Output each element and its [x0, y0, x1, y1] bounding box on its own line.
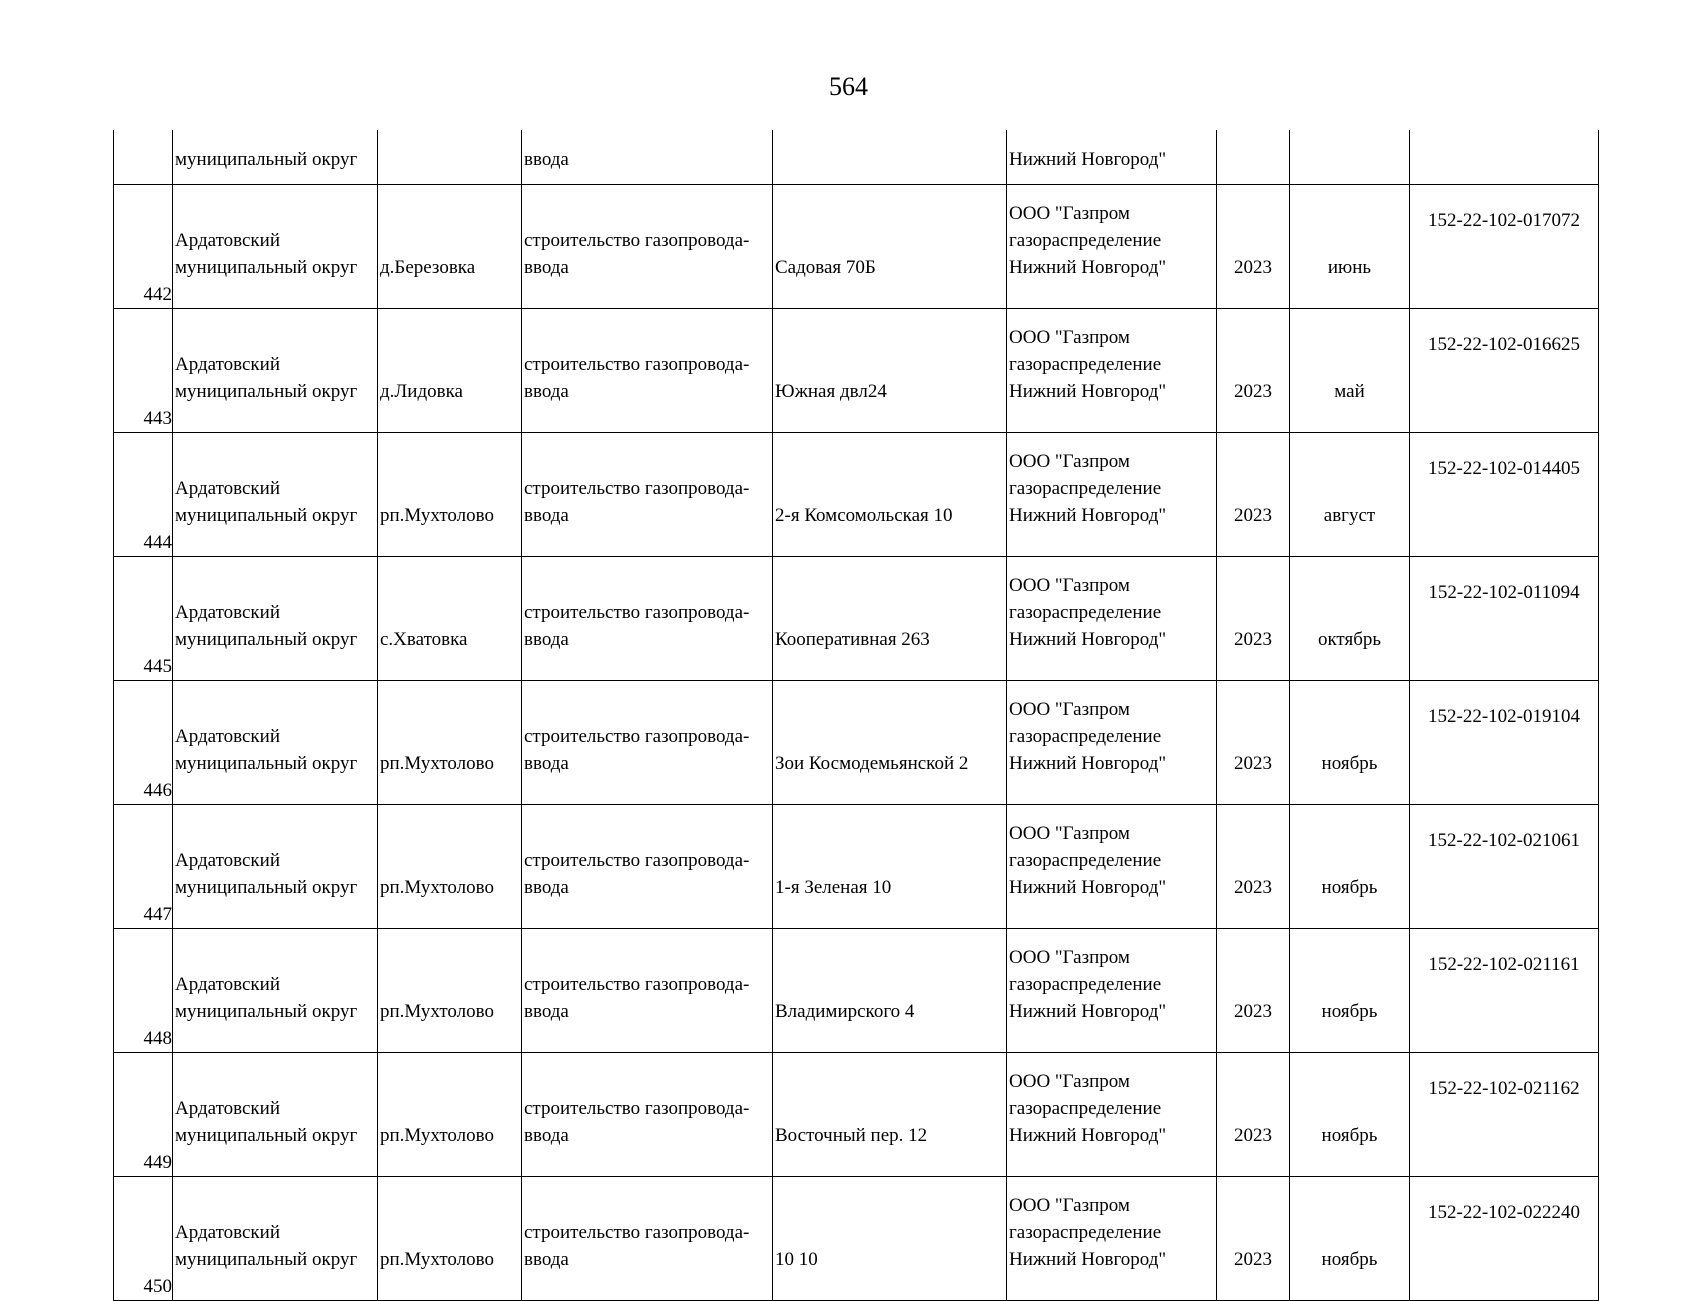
row-number: 450 [143, 1276, 172, 1297]
cell-month [1290, 130, 1410, 185]
locality: рп.Мухтолово [380, 877, 494, 898]
cell-address [773, 185, 1007, 309]
permit-code: 152-22-102-016625 [1428, 334, 1580, 355]
address: 1-я Зеленая 10 [775, 877, 892, 898]
cell-locality [378, 433, 522, 557]
cell-work [522, 1053, 773, 1177]
year: 2023 [1234, 257, 1272, 278]
operator-line-1: ООО "Газпром [1009, 451, 1130, 472]
cell-locality [378, 929, 522, 1053]
cell-locality [378, 1177, 522, 1301]
cell-num [114, 557, 173, 681]
cell-address [773, 681, 1007, 805]
district-line-2: муниципальный округ [175, 381, 358, 402]
permit-code: 152-22-102-019104 [1428, 706, 1580, 727]
table-row [114, 309, 1599, 433]
table-row [114, 805, 1599, 929]
district-line-2: муниципальный округ [175, 1001, 358, 1022]
cell-year [1217, 681, 1290, 805]
permit-code: 152-22-102-021061 [1428, 830, 1580, 851]
cell-num [114, 185, 173, 309]
cell-month [1290, 309, 1410, 433]
cell-num [114, 805, 173, 929]
district-line-1: Ардатовский [175, 974, 280, 995]
locality: рп.Мухтолово [380, 1001, 494, 1022]
operator-line-1: ООО "Газпром [1009, 575, 1130, 596]
cell-year [1217, 1053, 1290, 1177]
district-line-1: Ардатовский [175, 1222, 280, 1243]
district-line-2: муниципальный округ [175, 877, 358, 898]
operator-line-2: газораспределение [1009, 850, 1162, 871]
address: Зои Космодемьянской 2 [775, 753, 969, 774]
cell-address [773, 557, 1007, 681]
row-number: 446 [143, 780, 172, 801]
work-line-2: ввода [524, 257, 569, 278]
year: 2023 [1234, 505, 1272, 526]
year: 2023 [1234, 753, 1272, 774]
table-row [114, 1053, 1599, 1177]
cell-address [773, 1177, 1007, 1301]
cell-month [1290, 681, 1410, 805]
cell-num [114, 681, 173, 805]
cell-district [173, 1177, 378, 1301]
table-row [114, 681, 1599, 805]
locality: рп.Мухтолово [380, 1249, 494, 1270]
cell-year [1217, 557, 1290, 681]
cell-work [522, 557, 773, 681]
operator-line-3: Нижний Новгород" [1009, 505, 1167, 526]
operator-line-1: ООО "Газпром [1009, 327, 1130, 348]
operator-line-3: Нижний Новгород" [1009, 877, 1167, 898]
year: 2023 [1234, 381, 1272, 402]
work-line-1: строительство газопровода- [524, 850, 750, 871]
cell-month [1290, 929, 1410, 1053]
district-line-1: Ардатовский [175, 354, 280, 375]
month: август [1323, 505, 1376, 526]
district-line-1: Ардатовский [175, 478, 280, 499]
cell-code [1410, 929, 1599, 1053]
cell-district [173, 309, 378, 433]
operator-line-3: Нижний Новгород" [1009, 1249, 1167, 1270]
cell-work [522, 185, 773, 309]
cell-locality [378, 805, 522, 929]
work-line-1: строительство газопровода- [524, 602, 750, 623]
district-line-2: муниципальный округ [175, 1125, 358, 1146]
month: ноябрь [1321, 753, 1378, 774]
cell-operator [1007, 681, 1217, 805]
row-number: 448 [143, 1028, 172, 1049]
work-line-1: строительство газопровода- [524, 354, 750, 375]
cell-address [773, 1053, 1007, 1177]
work-line-2: ввода [524, 1249, 569, 1270]
operator-line-3: Нижний Новгород" [1009, 629, 1167, 650]
month: май [1334, 381, 1365, 402]
cell-month [1290, 1177, 1410, 1301]
work-line-1: строительство газопровода- [524, 974, 750, 995]
work-line-1: строительство газопровода- [524, 726, 750, 747]
year: 2023 [1234, 1001, 1272, 1022]
month: ноябрь [1321, 877, 1378, 898]
year: 2023 [1234, 1249, 1272, 1270]
cell-address [773, 433, 1007, 557]
cell-work [522, 1177, 773, 1301]
work-line-1: строительство газопровода- [524, 230, 750, 251]
cell-locality [378, 185, 522, 309]
operator-line-1: ООО "Газпром [1009, 1071, 1130, 1092]
cell-operator [1007, 557, 1217, 681]
permit-code: 152-22-102-014405 [1428, 458, 1580, 479]
cell-month [1290, 185, 1410, 309]
locality: рп.Мухтолово [380, 1125, 494, 1146]
operator-line-2: газораспределение [1009, 726, 1162, 747]
cell-operator [1007, 433, 1217, 557]
cell-address [773, 130, 1007, 185]
permit-code: 152-22-102-021161 [1428, 954, 1580, 975]
cell-work [522, 681, 773, 805]
district-line-2: муниципальный округ [175, 629, 358, 650]
cell-code [1410, 130, 1599, 185]
operator-line-1: ООО "Газпром [1009, 203, 1130, 224]
cell-code [1410, 1177, 1599, 1301]
cell-num [114, 433, 173, 557]
operator-line-3: Нижний Новгород" [1009, 381, 1167, 402]
district-line-2: муниципальный округ [175, 505, 358, 526]
address: Садовая 70Б [775, 257, 876, 278]
district-line-1: Ардатовский [175, 602, 280, 623]
district-line-1: Ардатовский [175, 726, 280, 747]
district-line-1: Ардатовский [175, 1098, 280, 1119]
page-number: 564 [829, 72, 868, 101]
permit-code: 152-22-102-022240 [1428, 1202, 1580, 1223]
district-line-2: муниципальный округ [175, 257, 358, 278]
address: 2-я Комсомольская 10 [775, 505, 953, 526]
cell-locality [378, 557, 522, 681]
cell-operator [1007, 309, 1217, 433]
cell-month [1290, 433, 1410, 557]
cell-address [773, 805, 1007, 929]
operator-line-1: ООО "Газпром [1009, 699, 1130, 720]
cell-code [1410, 805, 1599, 929]
cell-work [522, 805, 773, 929]
cell-work [522, 929, 773, 1053]
district-line-1: Ардатовский [175, 850, 280, 871]
month: ноябрь [1321, 1125, 1378, 1146]
locality: рп.Мухтолово [380, 753, 494, 774]
operator-line-2: газораспределение [1009, 974, 1162, 995]
operator-line-1: ООО "Газпром [1009, 823, 1130, 844]
cell-district [173, 557, 378, 681]
work-line-1: строительство газопровода- [524, 1098, 750, 1119]
table-row [114, 557, 1599, 681]
cell-operator [1007, 1053, 1217, 1177]
cell-month [1290, 1053, 1410, 1177]
locality: рп.Мухтолово [380, 505, 494, 526]
district-line-2: муниципальный округ [175, 1249, 358, 1270]
row-number: 445 [143, 656, 172, 677]
cell-locality [378, 681, 522, 805]
address: Кооперативная 263 [775, 629, 930, 650]
cell-code [1410, 433, 1599, 557]
year: 2023 [1234, 1125, 1272, 1146]
cell-locality [378, 130, 522, 185]
operator-line-3: Нижний Новгород" [1009, 753, 1167, 774]
cell-code [1410, 309, 1599, 433]
cell-num [114, 130, 173, 185]
operator-line-3: Нижний Новгород" [1009, 257, 1167, 278]
address: Южная двл24 [775, 381, 887, 402]
district-line-1: Ардатовский [175, 230, 280, 251]
cell-operator [1007, 805, 1217, 929]
cell-operator: Нижний Новгород" [1007, 130, 1217, 185]
cell-district [173, 1053, 378, 1177]
work-line-2: ввода [524, 1125, 569, 1146]
address: Восточный пер. 12 [775, 1125, 928, 1146]
row-number: 444 [143, 532, 172, 553]
operator-line-2: газораспределение [1009, 602, 1162, 623]
cell-work: ввода [522, 130, 773, 185]
cell-work [522, 309, 773, 433]
work-line-2: ввода [524, 877, 569, 898]
work-line-1: строительство газопровода- [524, 1222, 750, 1243]
cell-year [1217, 433, 1290, 557]
locality: д.Лидовка [380, 381, 463, 402]
table-row [114, 185, 1599, 309]
permit-code: 152-22-102-011094 [1428, 582, 1580, 603]
cell-address [773, 309, 1007, 433]
cell-district [173, 929, 378, 1053]
cell-num [114, 929, 173, 1053]
cell-num [114, 309, 173, 433]
year: 2023 [1234, 877, 1272, 898]
work-line-2: ввода [524, 381, 569, 402]
cell-district [173, 433, 378, 557]
cell-address [773, 929, 1007, 1053]
cell-code [1410, 557, 1599, 681]
month: ноябрь [1321, 1001, 1378, 1022]
cell-year [1217, 130, 1290, 185]
table-row [114, 1177, 1599, 1301]
permit-code: 152-22-102-017072 [1428, 210, 1580, 231]
work-line-2: ввода [524, 505, 569, 526]
month: ноябрь [1321, 1249, 1378, 1270]
permit-code: 152-22-102-021162 [1428, 1078, 1580, 1099]
operator-line-2: газораспределение [1009, 230, 1162, 251]
cell-district [173, 681, 378, 805]
address: Владимирского 4 [775, 1001, 915, 1022]
work-line-2: ввода [524, 1001, 569, 1022]
cell-district: муниципальный округ [173, 130, 378, 185]
operator-line-2: газораспределение [1009, 478, 1162, 499]
work-line-2: ввода [524, 629, 569, 650]
operator-line-1: ООО "Газпром [1009, 947, 1130, 968]
cell-operator [1007, 929, 1217, 1053]
locality: д.Березовка [380, 257, 476, 278]
cell-year [1217, 1177, 1290, 1301]
cell-locality [378, 1053, 522, 1177]
month: июнь [1327, 257, 1372, 278]
operator-line-2: газораспределение [1009, 1098, 1162, 1119]
cell-year [1217, 309, 1290, 433]
continuation-row [114, 130, 1599, 185]
cell-operator [1007, 1177, 1217, 1301]
row-number: 447 [143, 904, 172, 925]
cell-code [1410, 185, 1599, 309]
cell-locality [378, 309, 522, 433]
operator-line-3: Нижний Новгород" [1009, 1125, 1167, 1146]
cell-code [1410, 1053, 1599, 1177]
operator-line-2: газораспределение [1009, 354, 1162, 375]
operator-line-3: Нижний Новгород" [1009, 1001, 1167, 1022]
cell-district [173, 185, 378, 309]
cell-code [1410, 681, 1599, 805]
cell-month [1290, 557, 1410, 681]
table-row [114, 929, 1599, 1053]
district-line-2: муниципальный округ [175, 753, 358, 774]
row-number: 449 [143, 1152, 172, 1173]
cell-district [173, 805, 378, 929]
month: октябрь [1317, 629, 1382, 650]
cell-year [1217, 929, 1290, 1053]
cell-num [114, 1177, 173, 1301]
cell-month [1290, 805, 1410, 929]
row-number: 443 [143, 408, 172, 429]
address: 10 10 [775, 1249, 818, 1270]
work-line-2: ввода [524, 753, 569, 774]
cell-year [1217, 185, 1290, 309]
cell-operator [1007, 185, 1217, 309]
operator-line-1: ООО "Газпром [1009, 1195, 1130, 1216]
year: 2023 [1234, 629, 1272, 650]
cell-work [522, 433, 773, 557]
locality: с.Хватовка [380, 629, 468, 650]
table-row [114, 433, 1599, 557]
gas-pipeline-table [113, 130, 1599, 1301]
cell-num [114, 1053, 173, 1177]
row-number: 442 [143, 284, 172, 305]
operator-line-2: газораспределение [1009, 1222, 1162, 1243]
work-line-1: строительство газопровода- [524, 478, 750, 499]
cell-year [1217, 805, 1290, 929]
